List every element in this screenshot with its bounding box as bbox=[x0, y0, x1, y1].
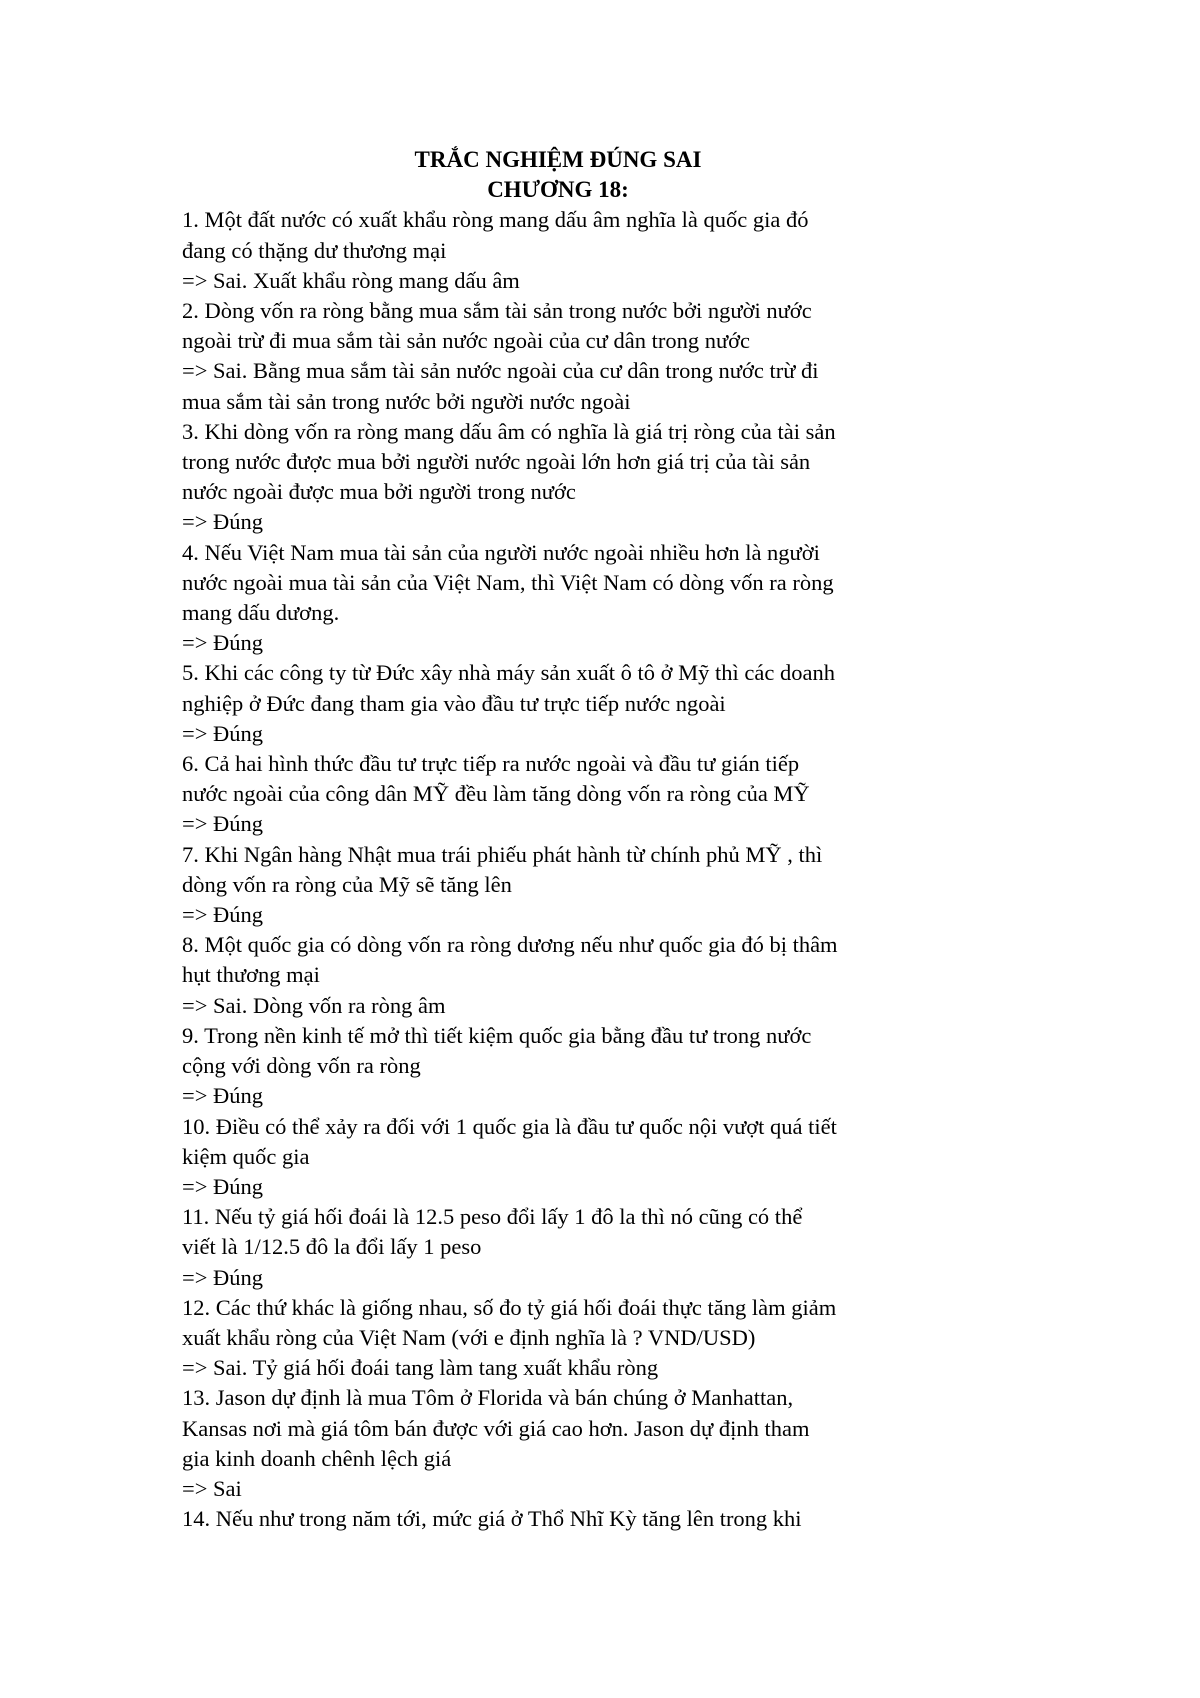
document-title: TRẮC NGHIỆM ĐÚNG SAI bbox=[414, 147, 702, 172]
text-line: Kansas nơi mà giá tôm bán được với giá cao hơn. Jason dự định tham bbox=[182, 1415, 810, 1441]
answer-line: => Đúng bbox=[182, 902, 264, 928]
text-line: ngoài trừ đi mua sắm tài sản nước ngoài của cư dân trong nước bbox=[182, 328, 751, 354]
text-line: 8. Một quốc gia có dòng vốn ra ròng dương nếu như quốc gia đó bị thâm bbox=[182, 932, 838, 958]
text-line: 2. Dòng vốn ra ròng bằng mua sắm tài sản trong nước bởi người nước bbox=[182, 298, 812, 324]
text-line: dòng vốn ra ròng của Mỹ sẽ tăng lên bbox=[182, 871, 512, 897]
text-line: 9. Trong nền kinh tế mở thì tiết kiệm quốc gia bằng đầu tư trong nước bbox=[182, 1022, 812, 1048]
text-line: 1. Một đất nước có xuất khẩu ròng mang dấu âm nghĩa là quốc gia đó bbox=[182, 207, 809, 233]
text-line: 4. Nếu Việt Nam mua tài sản của người nước ngoài nhiều hơn là người bbox=[182, 539, 820, 565]
answer-line: => Sai. Bằng mua sắm tài sản nước ngoài của cư dân trong nước trừ đi bbox=[182, 358, 819, 384]
text-line: hụt thương mại bbox=[182, 962, 320, 988]
text-line: trong nước được mua bởi người nước ngoài lớn hơn giá trị của tài sản bbox=[182, 449, 811, 475]
text-line: nước ngoài mua tài sản của Việt Nam, thì Việt Nam có dòng vốn ra ròng bbox=[182, 569, 834, 595]
answer-line: => Sai. Xuất khẩu ròng mang dấu âm bbox=[182, 267, 520, 293]
text-line: 12. Các thứ khác là giống nhau, số đo tỷ giá hối đoái thực tăng làm giảm bbox=[182, 1294, 837, 1320]
text-line: nghiệp ở Đức đang tham gia vào đầu tư trực tiếp nước ngoài bbox=[182, 690, 726, 716]
answer-line: => Sai bbox=[182, 1475, 242, 1501]
text-line: nước ngoài của công dân MỸ đều làm tăng dòng vốn ra ròng của MỸ bbox=[182, 781, 810, 807]
text-line: nước ngoài được mua bởi người trong nước bbox=[182, 479, 576, 505]
document-body bbox=[182, 145, 962, 1534]
text-line: 13. Jason dự định là mua Tôm ở Florida và bán chúng ở Manhattan, bbox=[182, 1385, 794, 1411]
text-line: đang có thặng dư thương mại bbox=[182, 237, 447, 263]
answer-line: => Sai. Tỷ giá hối đoái tang làm tang xuất khẩu ròng bbox=[182, 1355, 659, 1381]
answer-line: => Đúng bbox=[182, 630, 264, 656]
text-line: gia kinh doanh chênh lệch giá bbox=[182, 1445, 452, 1471]
text-line: viết là 1/12.5 đô la đổi lấy 1 peso bbox=[182, 1234, 482, 1260]
text-line: mang dấu dương. bbox=[182, 600, 340, 626]
text-line: 5. Khi các công ty từ Đức xây nhà máy sản xuất ô tô ở Mỹ thì các doanh bbox=[182, 660, 835, 686]
answer-line: => Đúng bbox=[182, 509, 264, 535]
text-line: cộng với dòng vốn ra ròng bbox=[182, 1053, 421, 1079]
answer-line: => Đúng bbox=[182, 811, 264, 837]
chapter-heading: CHƯƠNG 18: bbox=[487, 177, 629, 203]
text-line: 11. Nếu tỷ giá hối đoái là 12.5 peso đổi lấy 1 đô la thì nó cũng có thể bbox=[182, 1204, 803, 1230]
answer-line: => Đúng bbox=[182, 720, 264, 746]
answer-line: => Đúng bbox=[182, 1173, 264, 1199]
text-line: 3. Khi dòng vốn ra ròng mang dấu âm có nghĩa là giá trị ròng của tài sản bbox=[182, 418, 836, 444]
text-line: kiệm quốc gia bbox=[182, 1143, 310, 1169]
answer-line: => Sai. Dòng vốn ra ròng âm bbox=[182, 992, 446, 1018]
text-line: 10. Điều có thể xảy ra đối với 1 quốc gia là đầu tư quốc nội vượt quá tiết bbox=[182, 1113, 837, 1139]
text-line: xuất khẩu ròng của Việt Nam (với e định nghĩa là ? VND/USD) bbox=[182, 1324, 756, 1350]
text-line: 14. Nếu như trong năm tới, mức giá ở Thổ Nhĩ Kỳ tăng lên trong khi bbox=[182, 1506, 802, 1532]
text-line: 6. Cả hai hình thức đầu tư trực tiếp ra nước ngoài và đầu tư gián tiếp bbox=[182, 751, 800, 777]
text-line: 7. Khi Ngân hàng Nhật mua trái phiếu phát hành từ chính phủ MỸ , thì bbox=[182, 841, 823, 867]
answer-line: => Đúng bbox=[182, 1264, 264, 1290]
answer-line: => Đúng bbox=[182, 1083, 264, 1109]
text-line: mua sắm tài sản trong nước bởi người nước ngoài bbox=[182, 388, 631, 414]
